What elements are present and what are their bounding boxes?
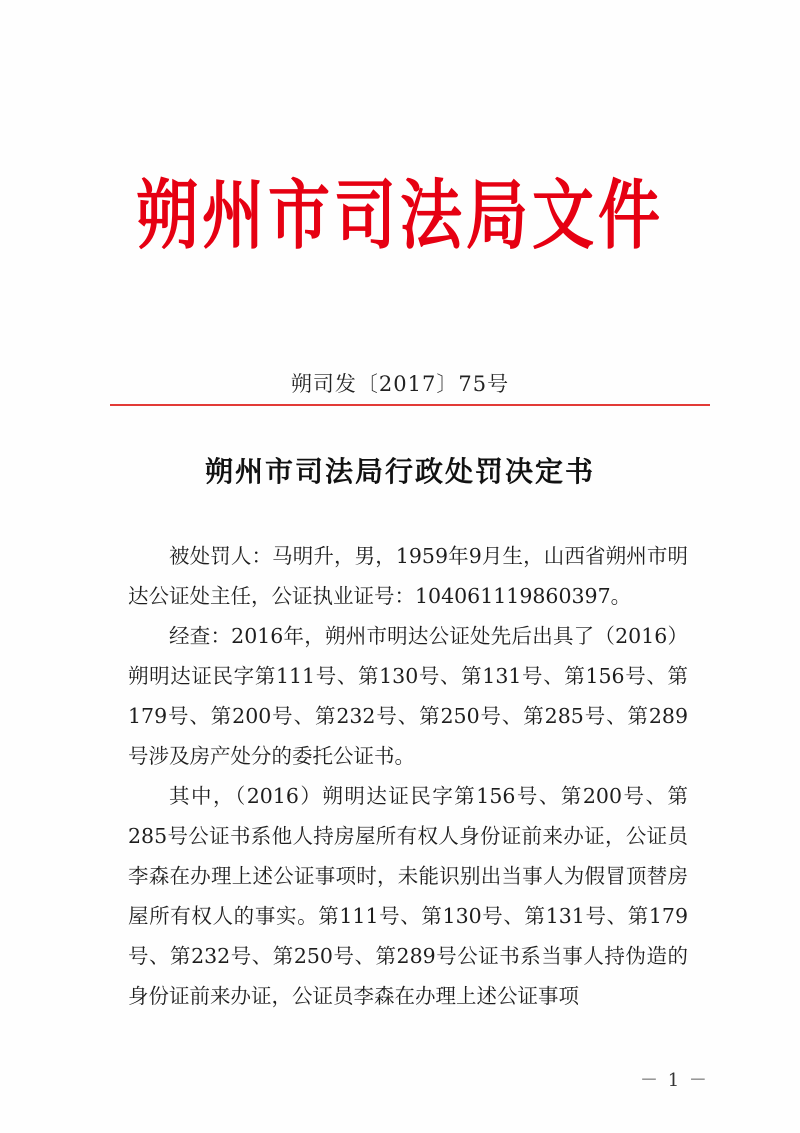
paragraph-details: 其中，（2016）朔明达证民字第156号、第200号、第285号公证书系他人持房屋所有权人身份证前来办证，公证员李森在办理上述公证事项时，未能识别出当事人为假冒顶替房屋所有权人的事实。第111号、第130号、第131号、第179号、第232号、第250号、第289号公证书系当事人持伪造的身份证前来办证，公证员李森在办理上述公证事项 <box>128 784 688 1008</box>
masthead-title: 朔州市司法局文件 <box>135 170 664 260</box>
page-number: － 1 － <box>640 1070 709 1091</box>
document-body <box>128 536 688 1016</box>
paragraph-penalized-party: 被处罚人：马明升，男，1959年9月生，山西省朔州市明达公证处主任，公证执业证号：104061119860397。 <box>128 544 688 608</box>
document-title: 朔州市司法局行政处罚决定书 <box>204 455 595 488</box>
red-divider-line <box>110 404 710 406</box>
document-number: 朔司发〔2017〕75号 <box>290 372 510 396</box>
paragraph-investigation: 经查：2016年，朔州市明达公证处先后出具了（2016）朔明达证民字第111号、第130号、第131号、第156号、第179号、第200号、第232号、第250号、第285号、第289号涉及房产处分的委托公证书。 <box>128 624 688 768</box>
